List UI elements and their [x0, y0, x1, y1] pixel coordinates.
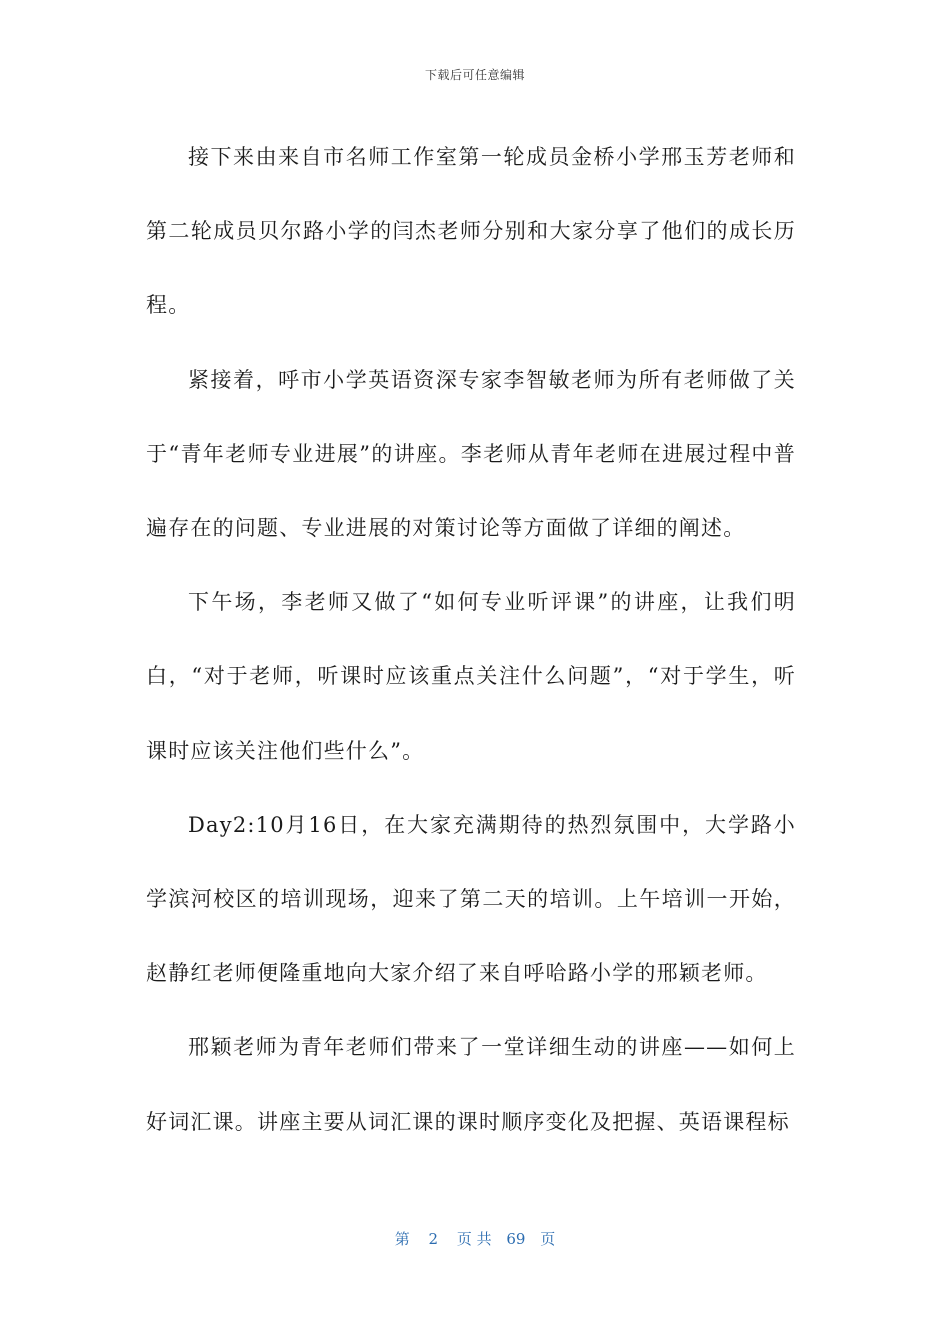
- footer-middle: 页 共: [456, 1230, 492, 1248]
- page-header: 下载后可任意编辑: [424, 68, 525, 82]
- paragraph-1: 接下来由来自市名师工作室第一轮成员金桥小学邢玉芳老师和第二轮成员贝尔路小学的闫杰老师分别和大家分享了他们的成长历程。: [146, 145, 796, 318]
- paragraph-2: 紧接着，呼市小学英语资深专家李智敏老师为所有老师做了关于“青年老师专业进展”的讲座。李老师从青年老师在进展过程中普遍存在的问题、专业进展的对策讨论等方面做了详细的阐述。: [146, 367, 796, 541]
- footer-prefix: 第: [394, 1230, 410, 1248]
- footer-current-page: 2: [428, 1230, 439, 1248]
- paragraph-5: 邢颖老师为青年老师们带来了一堂详细生动的讲座——如何上好词汇课。讲座主要从词汇课的课时顺序变化及把握、英语课程标: [146, 1035, 796, 1134]
- document-body: [146, 120, 796, 1159]
- page-footer: [0, 1228, 950, 1249]
- paragraph-4: Day2:10月16日，在大家充满期待的热烈氛围中，大学路小学滨河校区的培训现场，迎来了第二天的培训。上午培训一开始，赵静红老师便隆重地向大家介绍了来自呼哈路小学的邢颖老师。: [146, 812, 796, 986]
- footer-total-pages: 69: [506, 1230, 526, 1248]
- paragraph-3: 下午场，李老师又做了“如何专业听评课”的讲座，让我们明白，“对于老师，听课时应该重点关注什么问题”，“对于学生，听课时应该关注他们些什么”。: [146, 590, 796, 763]
- footer-suffix: 页: [540, 1230, 556, 1248]
